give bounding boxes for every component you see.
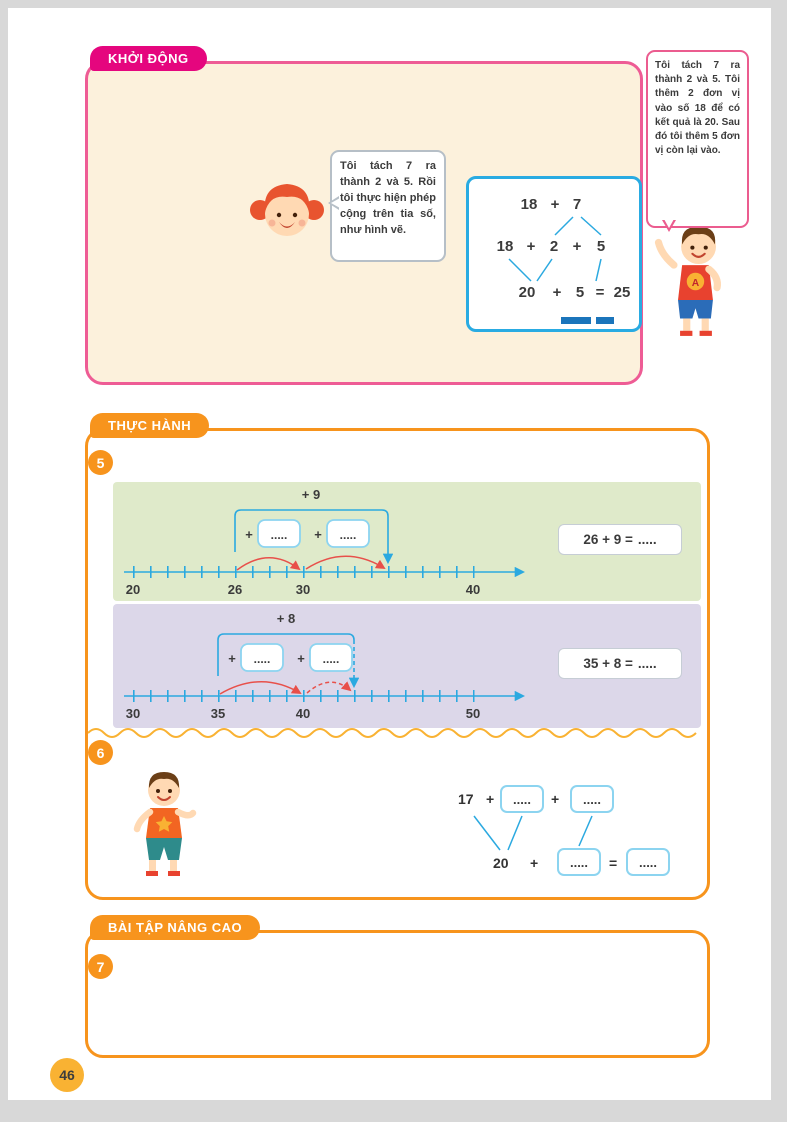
nl2-plus9-label: + 9: [301, 487, 321, 502]
board-plus-d: +: [552, 284, 562, 301]
board-7: 7: [572, 196, 582, 213]
girl-character: [248, 176, 326, 242]
number-line-ex5b: [118, 610, 538, 722]
nl3-plus-sign-1: +: [228, 651, 236, 666]
board-2: 2: [549, 238, 559, 255]
board-25: 25: [613, 284, 631, 301]
whiteboard: [466, 176, 642, 332]
section-badge-nang-cao: BÀI TẬP NÂNG CAO: [90, 915, 260, 940]
board-18a: 18: [520, 196, 538, 213]
nl2-label-30: 30: [295, 582, 311, 597]
board-20: 20: [518, 284, 536, 301]
whiteboard-work: [469, 179, 639, 329]
diagram-blank-3[interactable]: .....: [557, 848, 601, 876]
diagram-blank-4[interactable]: .....: [626, 848, 670, 876]
exercise-6-number: 6: [88, 740, 113, 765]
diagram-plus-2: +: [551, 791, 560, 807]
board-equals: =: [595, 284, 605, 301]
diagram-20: 20: [493, 855, 509, 871]
nl2-label-40: 40: [465, 582, 481, 597]
board-plus-a: +: [550, 196, 560, 213]
board-tray-eraser: [596, 317, 614, 324]
nl2-blank-2-dots: .....: [339, 528, 357, 542]
nl2-plus-sign-2: +: [314, 527, 322, 542]
ex5b-equation-blank: .....: [637, 656, 657, 671]
nl3-label-30: 30: [125, 706, 141, 721]
diagram-blank-1[interactable]: .....: [500, 785, 544, 813]
nl2-blank-1-dots: .....: [270, 528, 288, 542]
diagram-17: 17: [458, 791, 474, 807]
section-badge-khoi-dong: KHỞI ĐỘNG: [90, 46, 207, 71]
nl2-label-20: 20: [125, 582, 141, 597]
board-plus-c: +: [572, 238, 582, 255]
nl3-label-35: 35: [210, 706, 226, 721]
boy-character-ex6: [120, 770, 208, 882]
nl3-blank-2-dots: .....: [322, 652, 340, 666]
board-5b: 5: [575, 284, 585, 301]
nl3-label-40: 40: [295, 706, 311, 721]
nl3-plus8-label: + 8: [276, 611, 296, 626]
boy-character-nam: [644, 224, 749, 339]
nl2-plus-sign-1: +: [245, 527, 253, 542]
nl3-label-50: 50: [465, 706, 481, 721]
nl3-plus-sign-2: +: [297, 651, 305, 666]
ex5a-equation: 26 + 9 =: [583, 532, 633, 547]
exercise-5-number: 5: [88, 450, 113, 475]
diagram-plus-3: +: [530, 855, 539, 871]
exercise-5b-equation-box[interactable]: [558, 648, 682, 679]
diagram-equals: =: [609, 855, 618, 871]
wavy-divider: [88, 726, 708, 738]
exercise-7-number: 7: [88, 954, 113, 979]
board-tray-marker: [561, 317, 591, 324]
nang-cao-panel: [85, 930, 710, 1058]
section-badge-thuc-hanh: THỰC HÀNH: [90, 413, 209, 438]
diagram-plus-1: +: [486, 791, 495, 807]
nl3-blank-1-dots: .....: [253, 652, 271, 666]
exercise-6-diagram: [452, 778, 692, 890]
board-plus-b: +: [526, 238, 536, 255]
diagram-blank-2[interactable]: .....: [570, 785, 614, 813]
ex5b-equation: 35 + 8 =: [583, 656, 633, 671]
ex5a-equation-blank: .....: [637, 532, 657, 547]
boy-speech-bubble: Tôi tách 7 ra thành 2 và 5. Tôi thêm 2 đơn vị vào số 18 để có kết quả là 20. Sau đó tôi thêm 5 đơn vị còn lại vào.: [646, 50, 749, 228]
nl2-label-26: 26: [227, 582, 243, 597]
board-18b: 18: [496, 238, 514, 255]
board-5a: 5: [596, 238, 606, 255]
page-number: 46: [50, 1058, 84, 1092]
girl-speech-bubble: Tôi tách 7 ra thành 2 và 5. Rồi tôi thực hiện phép cộng trên tia số, như hình vẽ.: [330, 150, 446, 262]
exercise-5a-equation-box[interactable]: [558, 524, 682, 555]
svg-text:A: A: [691, 278, 700, 290]
number-line-ex5a: [118, 486, 538, 598]
